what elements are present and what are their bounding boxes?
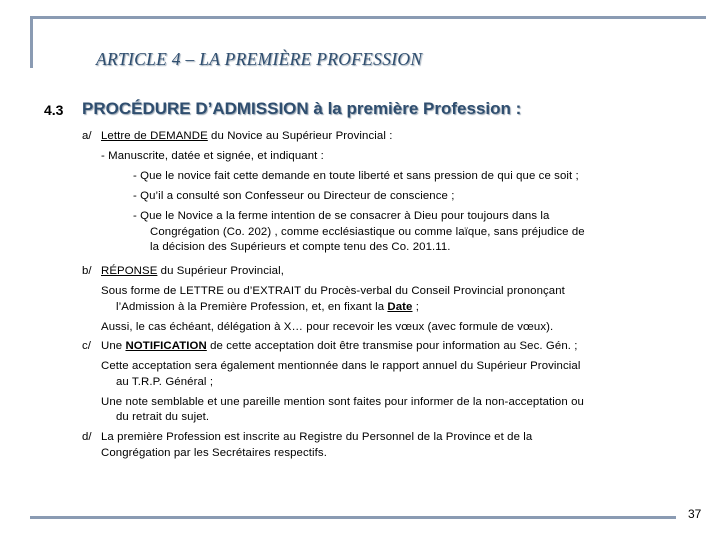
item-a-point-cont: la décision des Supérieurs et compte tenu des Co. 201.11. (150, 241, 451, 253)
item-a-line (101, 129, 392, 143)
item-b-line3-post: ; (412, 301, 420, 313)
item-b-lead: RÉPONSE (101, 265, 158, 277)
item-b-date: Date (387, 301, 413, 313)
item-a-point-cont: Congrégation (Co. 202) , comme ecclésiastique ou comme laïque, sans préjudice de (150, 226, 585, 238)
section-number: 4.3 (44, 102, 64, 118)
item-d-text: La première Profession est inscrite au Registre du Personnel de la Province et de la (101, 431, 533, 443)
item-b-line2: Sous forme de LETTRE ou d’EXTRAIT du Procès-verbal du Conseil Provincial prononçant (101, 285, 565, 297)
item-a-rest: du Novice au Supérieur Provincial : (207, 130, 393, 142)
item-b-line3-pre: l’Admission à la Première Profession, et, en fixant la (116, 301, 388, 313)
item-c-text: au T.R.P. Général ; (116, 376, 214, 388)
item-c-pre: Une (101, 340, 126, 352)
frame-left-line (30, 16, 33, 68)
item-a-point: - Que le novice fait cette demande en toute liberté et sans pression de qui que ce soit ; (133, 170, 579, 182)
item-c-rest: de cette acceptation doit être transmise pour information au Sec. Gén. ; (206, 340, 578, 352)
item-a-sub: - Manuscrite, datée et signée, et indiquant : (101, 150, 324, 162)
frame-bottom-line (30, 516, 676, 519)
item-b-rest: du Supérieur Provincial, (157, 265, 285, 277)
item-c-lead: NOTIFICATION (125, 340, 207, 352)
page-number: 37 (688, 507, 702, 521)
item-d-text: Congrégation par les Secrétaires respectifs. (101, 447, 327, 459)
item-b-line (101, 264, 284, 278)
item-a-lead: Lettre de DEMANDE (101, 130, 208, 142)
page-title: ARTICLE 4 – LA PREMIÈRE PROFESSION (96, 49, 423, 69)
item-a-marker: a/ (82, 130, 92, 142)
item-d-marker: d/ (82, 431, 92, 443)
item-a-point: - Que le Novice a la ferme intention de se consacrer à Dieu pour toujours dans la (133, 210, 550, 222)
frame-top-line (30, 16, 706, 19)
item-c-line (101, 339, 578, 353)
section-heading: PROCÉDURE D’ADMISSION à la première Profession : (82, 99, 522, 118)
item-b-line3 (116, 300, 419, 314)
item-a-point: - Qu’il a consulté son Confesseur ou Directeur de conscience ; (133, 190, 455, 202)
item-c-text: Une note semblable et une pareille mention sont faites pour informer de la non-acceptation ou (101, 396, 584, 408)
item-b-marker: b/ (82, 265, 92, 277)
item-c-text: du retrait du sujet. (116, 411, 210, 423)
item-c-text: Cette acceptation sera également mentionnée dans le rapport annuel du Supérieur Provincial (101, 360, 581, 372)
item-c-marker: c/ (82, 340, 92, 352)
item-b-line4: Aussi, le cas échéant, délégation à X… pour recevoir les vœux (avec formule de vœux). (101, 321, 554, 333)
